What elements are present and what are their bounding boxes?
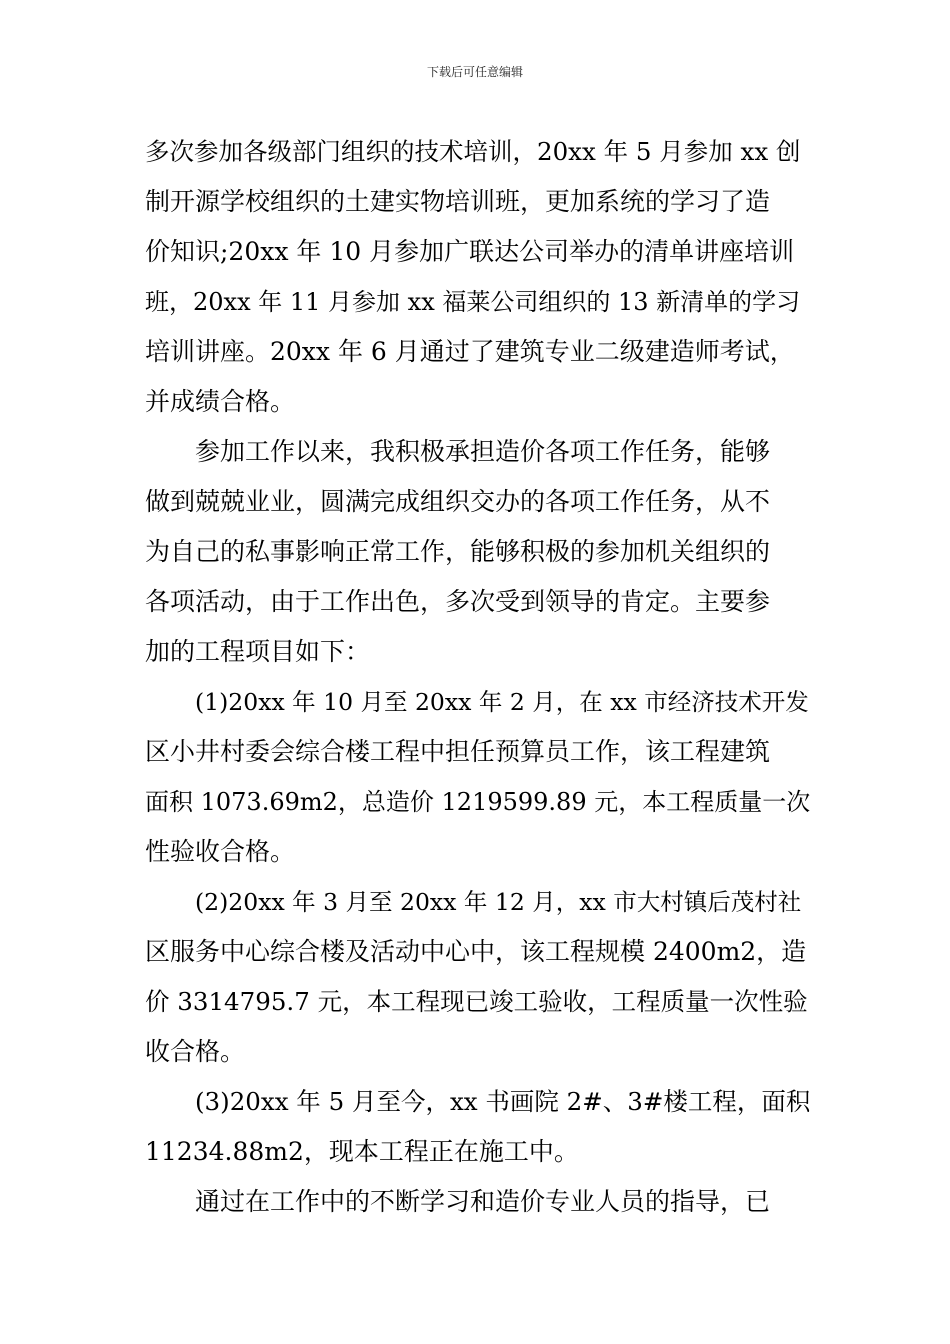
text-line: [145, 927, 810, 977]
text-line: [145, 477, 810, 527]
text-line: [145, 277, 810, 327]
text-line: [145, 527, 810, 577]
text-line-content: (1)20xx 年 10 月至 20xx 年 2 月，在 xx 市经济技术开发: [195, 688, 809, 716]
text-line: [145, 577, 810, 627]
text-line: [145, 627, 810, 677]
text-line: [145, 377, 810, 427]
text-line-content: 11234.88m2，现本工程正在施工中。: [145, 1137, 579, 1166]
text-line: [145, 177, 810, 227]
text-line: [145, 1027, 810, 1077]
text-line: [145, 977, 810, 1027]
text-line: [145, 1127, 810, 1177]
text-line: [145, 427, 810, 477]
text-line-content: 制开源学校组织的土建实物培训班，更加系统的学习了造: [145, 187, 771, 216]
text-line: [145, 877, 810, 927]
text-line: [145, 1077, 810, 1127]
text-line-content: 并成绩合格。: [145, 387, 296, 416]
text-line: [145, 327, 810, 377]
document-body: [145, 127, 810, 1227]
text-line: [145, 1177, 810, 1227]
text-line-content: 加的工程项目如下：: [145, 637, 371, 666]
text-line-content: 价知识;20xx 年 10 月参加广联达公司举办的清单讲座培训: [145, 237, 795, 266]
text-line-content: 为自己的私事影响正常工作，能够积极的参加机关组织的: [145, 537, 771, 566]
text-line-content: 做到兢兢业业，圆满完成组织交办的各项工作任务，从不: [145, 487, 771, 516]
text-line-content: 区小井村委会综合楼工程中担任预算员工作，该工程建筑: [145, 737, 771, 766]
text-line-content: 面积 1073.69m2，总造价 1219599.89 元，本工程质量一次: [145, 788, 811, 816]
text-line-content: 区服务中心综合楼及活动中心中，该工程规模 2400m2，造: [145, 937, 807, 966]
text-line-content: 价 3314795.7 元，本工程现已竣工验收，工程质量一次性验: [145, 987, 808, 1016]
text-line: [145, 777, 810, 827]
text-line: [145, 827, 810, 877]
text-line-content: 参加工作以来，我积极承担造价各项工作任务，能够: [195, 437, 771, 466]
text-line-content: 各项活动，由于工作出色，多次受到领导的肯定。主要参: [145, 587, 771, 616]
text-line: [145, 227, 810, 277]
text-line-content: (2)20xx 年 3 月至 20xx 年 12 月，xx 市大村镇后茂村社: [195, 888, 802, 916]
text-line-content: 班，20xx 年 11 月参加 xx 福莱公司组织的 13 新清单的学习: [145, 288, 801, 316]
text-line-content: 通过在工作中的不断学习和造价专业人员的指导，已: [195, 1187, 771, 1216]
text-line-content: 多次参加各级部门组织的技术培训，20xx 年 5 月参加 xx 创: [145, 137, 801, 166]
text-line-content: 性验收合格。: [145, 837, 296, 866]
page-header: 下载后可任意编辑: [426, 65, 523, 79]
text-line: [145, 727, 810, 777]
text-line: [145, 127, 810, 177]
text-line-content: 培训讲座。20xx 年 6 月通过了建筑专业二级建造师考试，: [145, 337, 795, 366]
text-line-content: 收合格。: [145, 1037, 246, 1066]
text-line-content: (3)20xx 年 5 月至今，xx 书画院 2#、3#楼工程，面积: [195, 1087, 811, 1116]
text-line: [145, 677, 810, 727]
